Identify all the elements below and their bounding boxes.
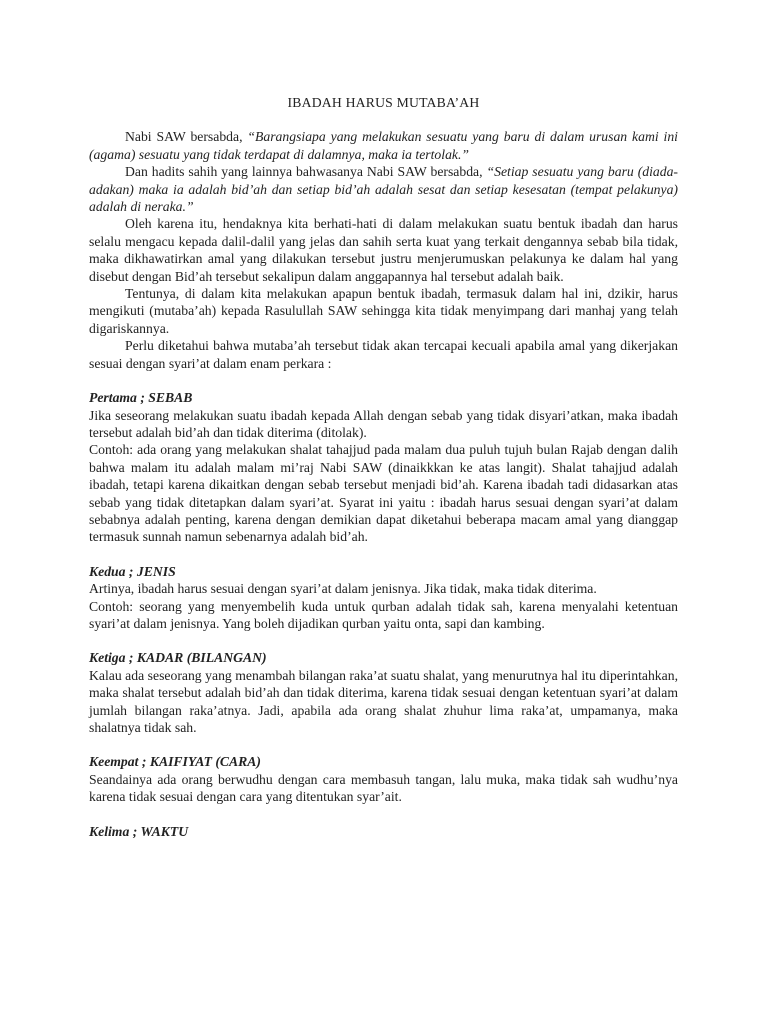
- intro-paragraph-5: Perlu diketahui bahwa mutaba’ah tersebut tidak akan tercapai kecuali apabila amal yang dikerjakan sesuai dengan syari’at dalam enam perkara :: [89, 338, 678, 371]
- section-paragraph: Kalau ada seseorang yang menambah bilangan raka’at suatu shalat, yang menurutnya hal itu diperintahkan, maka shalat tersebut adalah bid’ah dan tidak diterima, karena tidak sesuai dengan ketentuan syari’at dalam jumlah bilangan raka’atnya. Jadi, apabila ada orang shalat zhuhur lima raka’at, umpamanya, maka shalatnya tidak sah.: [89, 667, 678, 735]
- section-heading-waktu: Kelima ; WAKTU: [89, 823, 189, 839]
- intro-paragraph-2: [89, 163, 678, 215]
- section-paragraph: Seandainya ada orang berwudhu dengan cara membasuh tangan, lalu muka, maka tidak sah wudhu’nya karena tidak sesuai dengan cara yang ditentukan syar’ait.: [89, 771, 678, 805]
- section-heading-jenis: Kedua ; JENIS: [89, 563, 176, 579]
- hadith-quote: “Barangsiapa yang melakukan sesuatu yang baru di dalam urusan kami ini (agama) sesuatu yang tidak terdapat di dalamnya, maka ia tertolak.”: [89, 129, 678, 162]
- section-heading-kadar: Ketiga ; KADAR (BILANGAN): [89, 650, 267, 666]
- section-paragraph: Artinya, ibadah harus sesuai dengan syari’at dalam jenisnya. Jika tidak, maka tidak diterima.: [89, 581, 597, 597]
- hadith-quote: “Setiap sesuatu yang baru (diada-adakan) maka ia adalah bid’ah dan setiap bid’ah adalah sesat dan setiap kesesatan (tempat pelakunya) adalah di neraka.”: [89, 164, 678, 215]
- document-body: [89, 94, 678, 840]
- section-paragraph: Contoh: ada orang yang melakukan shalat tahajjud pada malam dua puluh tujuh bulan Rajab dengan dalih bahwa malam itu adalah malam mi’raj Nabi SAW (dinaikkkan ke atas langit). Shalat tahajjud adalah ibadah, tetapi karena dikaitkan dengan sebab tersebut menjadi bid’ah. Karena ibadah tadi didasarkan atas sebab yang tidak ditetapkan dalam syari’at. Syarat ini yaitu : ibadah harus sesuai dengan syari’at dalam sebabnya adalah penting, karena dengan demikian dapat diketahui beberapa macam amal yang dianggap termasuk sunnah namun sebenarnya adalah bid’ah.: [89, 442, 678, 545]
- intro-paragraph-3: Oleh karena itu, hendaknya kita berhati-hati di dalam melakukan suatu bentuk ibadah dan harus selalu mengacu kepada dalil-dalil yang jelas dan sahih serta kuat yang terkait dengannya sebab bila tidak, maka dikhawatirkan amal yang dilakukan tersebut justru menjerumuskan pelakunya ke dalam hal yang disebut dengan Bid’ah tersebut sekalipun dalam anggapannya hal tersebut adalah baik.: [89, 216, 678, 284]
- page-title: IBADAH HARUS MUTABA’AH: [287, 95, 480, 110]
- section-heading-kaifiyat: Keempat ; KAIFIYAT (CARA): [89, 754, 261, 770]
- intro-paragraph-1: [89, 128, 678, 163]
- intro-text: Dan hadits sahih yang lainnya bahwasanya Nabi SAW bersabda,: [125, 164, 487, 180]
- section-heading-sebab: Pertama ; SEBAB: [89, 390, 193, 406]
- section-paragraph: Contoh: seorang yang menyembelih kuda untuk qurban adalah tidak sah, karena menyalahi ketentuan syari’at dalam jenisnya. Yang boleh dijadikan qurban yaitu onta, sapi dan kambing.: [89, 598, 678, 631]
- intro-text: Nabi SAW bersabda,: [125, 129, 248, 145]
- intro-paragraph-4: Tentunya, di dalam kita melakukan apapun bentuk ibadah, termasuk dalam hal ini, dzikir, harus mengikuti (mutaba’ah) kepada Rasulullah SAW sehingga kita tidak menyimpang dari manhaj yang telah digariskannya.: [89, 286, 678, 336]
- section-paragraph: Jika seseorang melakukan suatu ibadah kepada Allah dengan sebab yang tidak disyari’atkan, maka ibadah tersebut adalah bid’ah dan tidak diterima (ditolak).: [89, 407, 678, 440]
